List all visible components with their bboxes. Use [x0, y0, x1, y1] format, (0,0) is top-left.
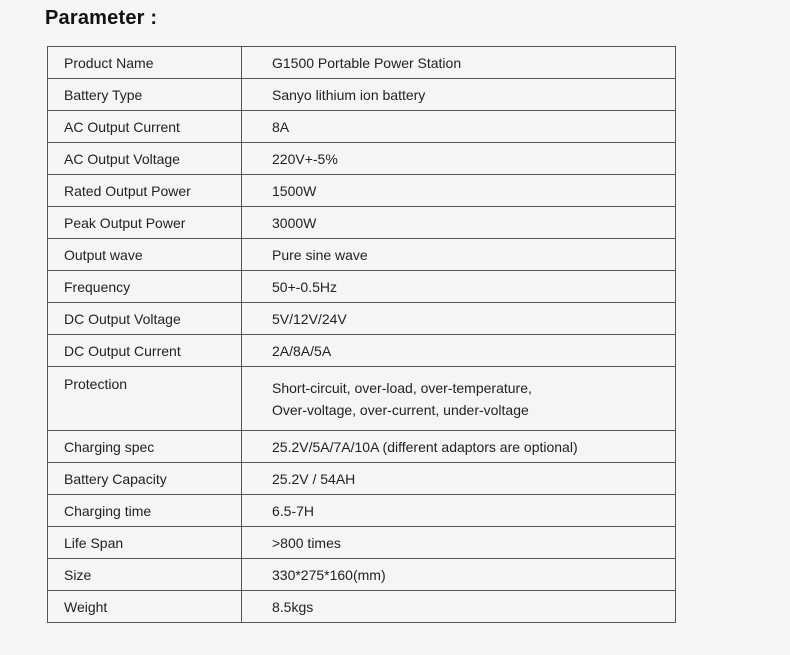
- parameter-table: [47, 46, 676, 623]
- row-label: AC Output Current: [48, 111, 242, 143]
- row-value: >800 times: [242, 527, 676, 559]
- row-value: 3000W: [242, 207, 676, 239]
- row-value: 25.2V/5A/7A/10A (different adaptors are optional): [242, 431, 676, 463]
- table-row: [48, 495, 676, 527]
- table-row: [48, 431, 676, 463]
- table-row: [48, 367, 676, 431]
- row-label: Output wave: [48, 239, 242, 271]
- row-label: Charging spec: [48, 431, 242, 463]
- row-value: 8A: [242, 111, 676, 143]
- row-label: Battery Capacity: [48, 463, 242, 495]
- table-row: [48, 527, 676, 559]
- row-value-line: Over-voltage, over-current, under-voltage: [272, 401, 529, 418]
- row-value: 5V/12V/24V: [242, 303, 676, 335]
- table-row: [48, 79, 676, 111]
- table-row: [48, 463, 676, 495]
- row-label: Weight: [48, 591, 242, 623]
- row-value: Pure sine wave: [242, 239, 676, 271]
- table-row: [48, 591, 676, 623]
- row-value: 330*275*160(mm): [242, 559, 676, 591]
- table-row: [48, 335, 676, 367]
- table-row: [48, 271, 676, 303]
- row-value: 8.5kgs: [242, 591, 676, 623]
- row-label: Frequency: [48, 271, 242, 303]
- row-value: 220V+-5%: [242, 143, 676, 175]
- table-row: [48, 143, 676, 175]
- row-label: Life Span: [48, 527, 242, 559]
- row-label: Peak Output Power: [48, 207, 242, 239]
- row-value: 50+-0.5Hz: [242, 271, 676, 303]
- table-row: [48, 207, 676, 239]
- table-row: [48, 47, 676, 79]
- row-value: 6.5-7H: [242, 495, 676, 527]
- table-row: [48, 559, 676, 591]
- row-value: 1500W: [242, 175, 676, 207]
- row-value: [242, 367, 676, 431]
- row-value-line: Short-circuit, over-load, over-temperature,: [272, 379, 532, 396]
- row-label: Rated Output Power: [48, 175, 242, 207]
- row-value: G1500 Portable Power Station: [242, 47, 676, 79]
- table-row: [48, 303, 676, 335]
- row-value: 25.2V / 54AH: [242, 463, 676, 495]
- row-label: Size: [48, 559, 242, 591]
- row-label: DC Output Voltage: [48, 303, 242, 335]
- table-row: [48, 111, 676, 143]
- row-value: 2A/8A/5A: [242, 335, 676, 367]
- row-label: DC Output Current: [48, 335, 242, 367]
- row-label: Battery Type: [48, 79, 242, 111]
- row-label: Charging time: [48, 495, 242, 527]
- table-row: [48, 175, 676, 207]
- row-label: Protection: [48, 367, 242, 431]
- row-label: Product Name: [48, 47, 242, 79]
- page-title: Parameter :: [45, 7, 158, 29]
- row-label: AC Output Voltage: [48, 143, 242, 175]
- table-row: [48, 239, 676, 271]
- row-value: Sanyo lithium ion battery: [242, 79, 676, 111]
